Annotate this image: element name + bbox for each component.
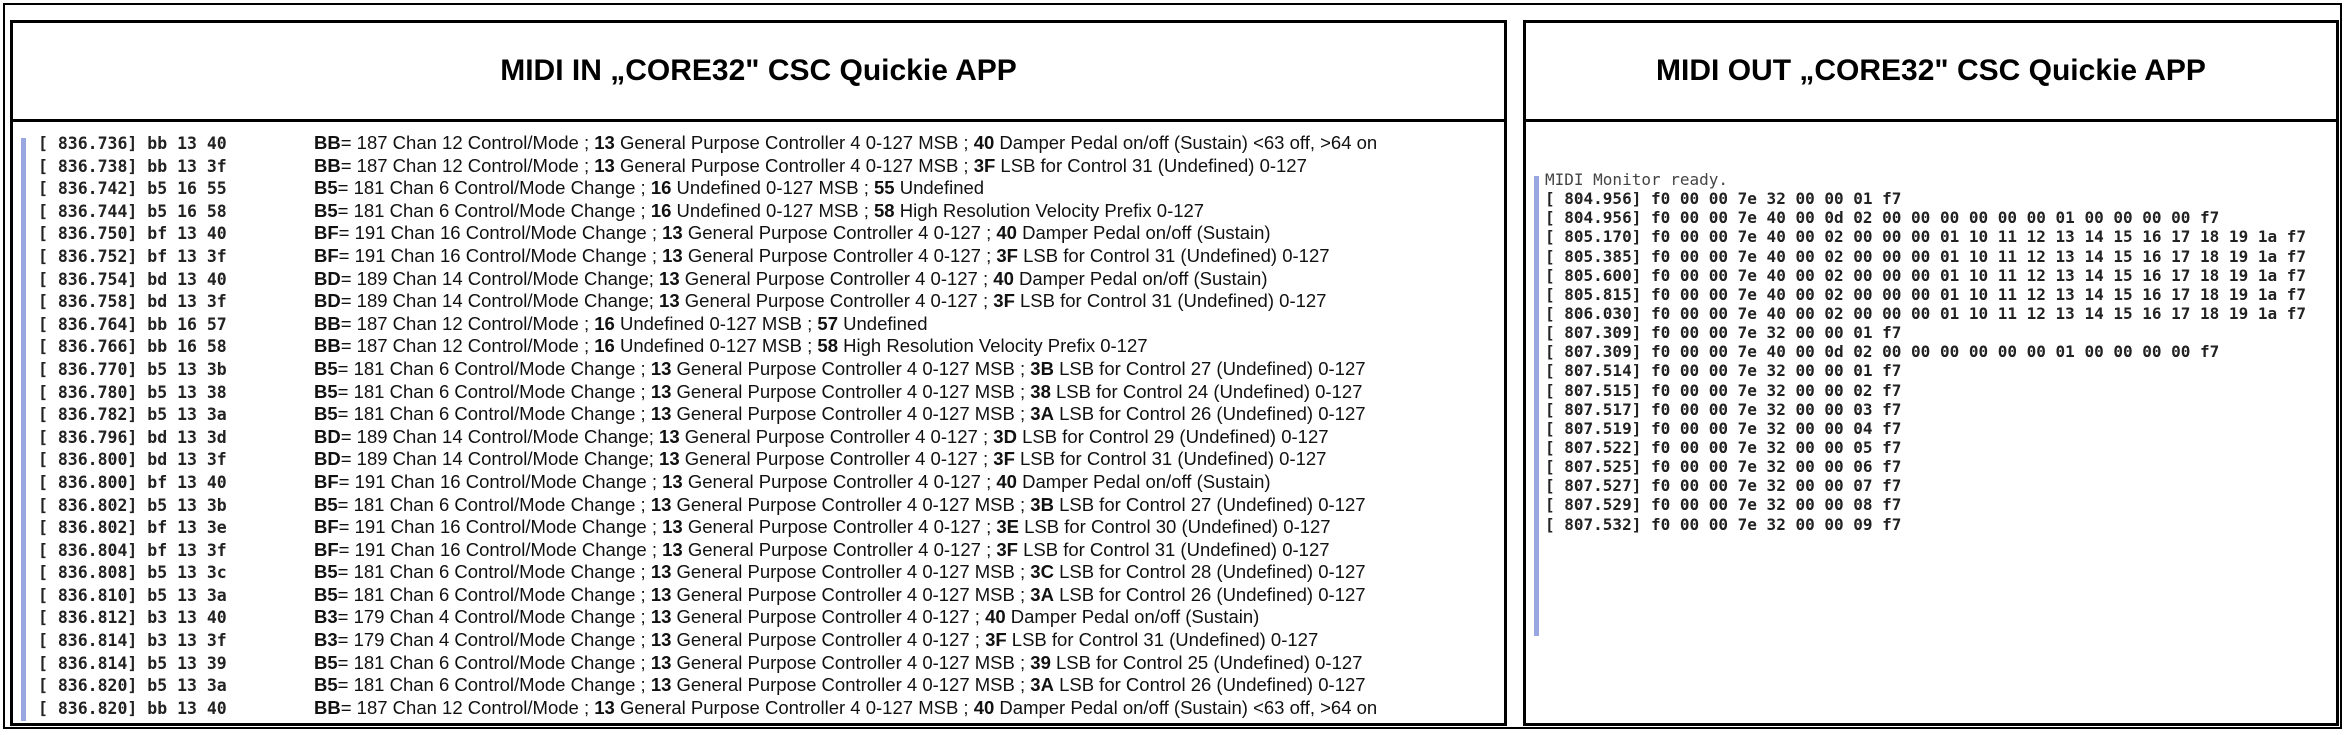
sysex-log-line: [ 807.519] f0 00 00 7e 32 00 00 04 f7: [1545, 418, 1902, 438]
raw-message: [ 836.800] bd 13 3f: [38, 450, 227, 470]
controller-text: General Purpose Controller 4 0-127 ;: [682, 222, 997, 244]
channel-text: = 181 Chan 6 Control/Mode Change ;: [337, 583, 651, 605]
message-decoding: [314, 313, 927, 335]
value-byte: 38: [1030, 380, 1051, 402]
sysex-log-line: [ 807.532] f0 00 00 7e 32 00 00 09 f7: [1545, 514, 1902, 534]
sysex-log-line: [ 807.522] f0 00 00 7e 32 00 00 05 f7: [1545, 437, 1902, 457]
controller-text: Undefined 0-127 MSB ;: [671, 177, 874, 199]
controller-byte: 16: [594, 335, 615, 357]
sysex-log-line: [ 807.527] f0 00 00 7e 32 00 00 07 f7: [1545, 476, 1902, 496]
sysex-log-line: [ 807.514] f0 00 00 7e 32 00 00 01 f7: [1545, 361, 1902, 381]
value-text: LSB for Control 31 (Undefined) 0-127: [1017, 538, 1330, 560]
status-byte: B5: [314, 177, 338, 199]
value-text: Damper Pedal on/off (Sustain): [1005, 606, 1260, 628]
status-byte: BD: [314, 425, 341, 447]
value-text: LSB for Control 25 (Undefined) 0-127: [1050, 651, 1363, 673]
value-byte: 3F: [996, 538, 1018, 560]
status-byte: B5: [314, 674, 338, 696]
value-text: High Resolution Velocity Prefix 0-127: [894, 199, 1205, 221]
value-text: Damper Pedal on/off (Sustain) <63 off, >64 on: [994, 696, 1378, 718]
channel-text: = 187 Chan 12 Control/Mode ;: [340, 335, 595, 357]
controller-byte: 13: [594, 132, 615, 153]
status-byte: B5: [314, 380, 338, 402]
value-text: LSB for Control 28 (Undefined) 0-127: [1053, 561, 1366, 583]
status-byte: BF: [314, 244, 339, 266]
controller-text: General Purpose Controller 4 0-127 MSB ;: [671, 674, 1031, 696]
status-byte: B5: [314, 199, 338, 221]
sysex-log-line: [ 804.956] f0 00 00 7e 32 00 00 01 f7: [1545, 189, 1902, 209]
value-byte: 40: [973, 132, 995, 153]
raw-message: [ 836.810] b5 13 3a: [38, 585, 227, 605]
value-byte: 3F: [973, 154, 996, 176]
value-byte: 3A: [1030, 583, 1054, 605]
controller-byte: 13: [650, 357, 672, 379]
channel-text: = 187 Chan 12 Control/Mode ;: [340, 696, 595, 718]
status-byte: BB: [314, 696, 341, 718]
controller-text: General Purpose Controller 4 0-127 ;: [679, 290, 994, 312]
controller-text: Undefined 0-127 MSB ;: [671, 199, 874, 221]
message-decoding: [314, 629, 1318, 651]
value-text: LSB for Control 29 (Undefined) 0-127: [1016, 425, 1329, 447]
log-gutter-bar: [1534, 176, 1539, 636]
value-byte: 3A: [1030, 403, 1054, 425]
channel-text: = 191 Chan 16 Control/Mode Change ;: [338, 470, 663, 492]
raw-message: [ 836.820] bb 13 40: [38, 698, 227, 718]
value-text: Undefined: [838, 312, 928, 334]
value-byte: 40: [996, 222, 1017, 244]
message-decoding: [314, 606, 1259, 628]
raw-message: [ 836.766] bb 16 58: [38, 337, 227, 357]
message-decoding: [314, 494, 1366, 516]
channel-text: = 189 Chan 14 Control/Mode Change;: [340, 448, 660, 470]
value-byte: 39: [1030, 651, 1051, 673]
status-byte: BB: [314, 154, 341, 176]
midi-in-title: MIDI IN „CORE32" CSC Quickie APP: [13, 23, 1504, 122]
controller-byte: 13: [659, 267, 680, 289]
channel-text: = 187 Chan 12 Control/Mode ;: [340, 312, 595, 334]
raw-message: [ 836.782] b5 13 3a: [38, 405, 227, 425]
controller-byte: 13: [662, 222, 683, 244]
midi-out-log-area[interactable]: [1526, 122, 2336, 723]
raw-message: [ 836.750] bf 13 40: [38, 224, 227, 244]
status-byte: BF: [314, 222, 339, 244]
status-byte: B3: [314, 606, 338, 628]
raw-message: [ 836.758] bd 13 3f: [38, 292, 227, 312]
status-byte: B5: [314, 493, 338, 515]
sysex-log-line: [ 807.515] f0 00 00 7e 32 00 00 02 f7: [1545, 380, 1902, 400]
status-byte: BF: [314, 470, 339, 492]
controller-byte: 13: [650, 561, 672, 583]
controller-text: General Purpose Controller 4 0-127 MSB ;: [671, 583, 1031, 605]
value-text: High Resolution Velocity Prefix 0-127: [838, 335, 1148, 357]
midi-in-panel: [10, 20, 1507, 726]
midi-out-log: [1545, 170, 2306, 534]
value-byte: 3E: [996, 516, 1019, 538]
message-decoding: [314, 290, 1326, 312]
controller-byte: 13: [650, 651, 672, 673]
status-byte: BB: [314, 312, 341, 334]
value-text: LSB for Control 26 (Undefined) 0-127: [1053, 583, 1366, 605]
controller-byte: 16: [650, 199, 672, 221]
status-byte: B5: [314, 651, 338, 673]
sysex-log-line: [ 807.309] f0 00 00 7e 32 00 00 01 f7: [1545, 323, 1902, 343]
raw-message: [ 836.736] bb 13 40: [38, 134, 227, 153]
sysex-log-line: [ 805.600] f0 00 00 7e 40 00 02 00 00 00 01 10 11 12 13 14 15 16 17 18 19 1a f7: [1545, 265, 2306, 285]
status-byte: BD: [314, 290, 341, 312]
status-byte: BB: [314, 132, 341, 153]
value-text: LSB for Control 26 (Undefined) 0-127: [1053, 674, 1366, 696]
message-decoding: [314, 358, 1366, 380]
channel-text: = 181 Chan 6 Control/Mode Change ;: [337, 380, 651, 402]
controller-byte: 13: [650, 403, 672, 425]
message-decoding: [314, 200, 1204, 222]
message-decoding: [314, 222, 1271, 244]
raw-message: [ 836.754] bd 13 40: [38, 269, 227, 289]
message-decoding: [314, 381, 1362, 403]
controller-byte: 13: [650, 674, 672, 696]
controller-text: General Purpose Controller 4 0-127 MSB ;: [614, 696, 974, 718]
channel-text: = 191 Chan 16 Control/Mode Change ;: [338, 244, 663, 266]
log-gutter-bar: [21, 138, 26, 721]
raw-message: [ 836.814] b5 13 39: [38, 653, 227, 673]
controller-byte: 13: [662, 516, 683, 538]
value-text: Damper Pedal on/off (Sustain): [1013, 267, 1268, 289]
sysex-log-line: [ 806.030] f0 00 00 7e 40 00 02 00 00 00 01 10 11 12 13 14 15 16 17 18 19 1a f7: [1545, 303, 2306, 323]
controller-byte: 13: [650, 606, 672, 628]
sysex-log-line: [ 804.956] f0 00 00 7e 40 00 0d 02 00 00 00 00 00 00 01 00 00 00 00 f7: [1545, 208, 2220, 228]
controller-byte: 16: [594, 312, 615, 334]
value-byte: 3F: [985, 629, 1007, 651]
controller-text: General Purpose Controller 4 0-127 ;: [682, 244, 997, 266]
channel-text: = 189 Chan 14 Control/Mode Change;: [340, 267, 660, 289]
value-text: LSB for Control 31 (Undefined) 0-127: [1014, 290, 1327, 312]
value-byte: 40: [985, 606, 1006, 628]
value-byte: 57: [817, 312, 838, 334]
controller-byte: 13: [662, 470, 683, 492]
channel-text: = 191 Chan 16 Control/Mode Change ;: [338, 538, 663, 560]
raw-message: [ 836.752] bf 13 3f: [38, 246, 227, 266]
raw-message: [ 836.802] b5 13 3b: [38, 495, 227, 515]
raw-message: [ 836.780] b5 13 38: [38, 382, 227, 402]
controller-text: General Purpose Controller 4 0-127 ;: [679, 267, 994, 289]
raw-message: [ 836.744] b5 16 58: [38, 201, 227, 221]
controller-byte: 13: [650, 629, 672, 651]
raw-message: [ 836.804] bf 13 3f: [38, 540, 227, 560]
raw-message: [ 836.796] bd 13 3d: [38, 427, 227, 447]
sysex-log-line: [ 807.525] f0 00 00 7e 32 00 00 06 f7: [1545, 457, 1902, 477]
midi-out-panel: [1523, 20, 2339, 726]
channel-text: = 181 Chan 6 Control/Mode Change ;: [337, 357, 651, 379]
channel-text: = 191 Chan 16 Control/Mode Change ;: [338, 222, 663, 244]
message-decoding: [314, 697, 1377, 719]
controller-text: General Purpose Controller 4 0-127 MSB ;: [671, 357, 1031, 379]
value-text: LSB for Control 31 (Undefined) 0-127: [995, 154, 1307, 176]
controller-text: General Purpose Controller 4 0-127 MSB ;: [614, 154, 974, 176]
value-text: LSB for Control 31 (Undefined) 0-127: [1014, 448, 1327, 470]
message-decoding: [314, 584, 1366, 606]
controller-byte: 13: [594, 696, 615, 718]
message-decoding: [314, 516, 1331, 538]
controller-byte: 13: [650, 583, 672, 605]
channel-text: = 187 Chan 12 Control/Mode ;: [340, 154, 595, 176]
controller-text: General Purpose Controller 4 0-127 ;: [671, 629, 986, 651]
value-text: LSB for Control 24 (Undefined) 0-127: [1050, 380, 1363, 402]
message-decoding: [314, 403, 1366, 425]
value-byte: 3F: [993, 448, 1015, 470]
raw-message: [ 836.742] b5 16 55: [38, 179, 227, 199]
channel-text: = 187 Chan 12 Control/Mode ;: [340, 132, 595, 153]
message-decoding: [314, 448, 1326, 470]
channel-text: = 181 Chan 6 Control/Mode Change ;: [337, 403, 651, 425]
value-text: LSB for Control 31 (Undefined) 0-127: [1017, 244, 1330, 266]
raw-message: [ 836.738] bb 13 3f: [38, 156, 227, 176]
raw-message: [ 836.764] bb 16 57: [38, 314, 227, 334]
raw-message: [ 836.770] b5 13 3b: [38, 359, 227, 379]
status-byte: B5: [314, 583, 338, 605]
channel-text: = 181 Chan 6 Control/Mode Change ;: [337, 493, 651, 515]
controller-text: Undefined 0-127 MSB ;: [614, 312, 818, 334]
value-byte: 58: [817, 335, 838, 357]
raw-message: [ 836.820] b5 13 3a: [38, 676, 227, 696]
status-byte: BB: [314, 335, 341, 357]
value-byte: 3F: [996, 244, 1018, 266]
controller-byte: 13: [662, 538, 683, 560]
raw-message: [ 836.812] b3 13 40: [38, 608, 227, 628]
value-text: Undefined: [894, 177, 985, 199]
message-decoding: [314, 426, 1329, 448]
status-byte: BF: [314, 538, 339, 560]
value-byte: 3B: [1030, 493, 1054, 515]
controller-text: General Purpose Controller 4 0-127 ;: [679, 448, 994, 470]
value-byte: 40: [973, 696, 995, 718]
controller-text: General Purpose Controller 4 0-127 MSB ;: [614, 132, 974, 153]
status-byte: BD: [314, 267, 341, 289]
message-decoding: [314, 652, 1362, 674]
sysex-log-line: [ 805.815] f0 00 00 7e 40 00 02 00 00 00 01 10 11 12 13 14 15 16 17 18 19 1a f7: [1545, 284, 2306, 304]
value-byte: 58: [874, 199, 895, 221]
status-byte: B5: [314, 561, 338, 583]
controller-text: General Purpose Controller 4 0-127 ;: [679, 425, 994, 447]
status-byte: BF: [314, 516, 339, 538]
value-byte: 3B: [1030, 357, 1054, 379]
channel-text: = 181 Chan 6 Control/Mode Change ;: [337, 651, 651, 673]
controller-byte: 13: [662, 244, 683, 266]
channel-text: = 181 Chan 6 Control/Mode Change ;: [337, 561, 651, 583]
controller-text: Undefined 0-127 MSB ;: [614, 335, 818, 357]
controller-text: General Purpose Controller 4 0-127 ;: [682, 538, 997, 560]
figure-frame: [3, 3, 2342, 729]
value-text: LSB for Control 26 (Undefined) 0-127: [1053, 403, 1366, 425]
controller-text: General Purpose Controller 4 0-127 ;: [682, 516, 997, 538]
controller-byte: 13: [650, 380, 672, 402]
value-byte: 3A: [1030, 674, 1054, 696]
controller-byte: 16: [650, 177, 672, 199]
sysex-log-line: [ 807.517] f0 00 00 7e 32 00 00 03 f7: [1545, 399, 1902, 419]
message-decoding: [314, 268, 1268, 290]
value-byte: 3F: [993, 290, 1015, 312]
sysex-log-line: [ 807.309] f0 00 00 7e 40 00 0d 02 00 00 00 00 00 00 01 00 00 00 00 f7: [1545, 342, 2220, 362]
message-decoding: [314, 155, 1307, 177]
sysex-log-line: [ 807.529] f0 00 00 7e 32 00 00 08 f7: [1545, 495, 1902, 515]
value-byte: 3D: [993, 425, 1017, 447]
raw-message: [ 836.814] b3 13 3f: [38, 631, 227, 651]
status-byte: B3: [314, 629, 338, 651]
message-decoding: [314, 132, 1377, 154]
status-byte: B5: [314, 357, 338, 379]
midi-out-title: MIDI OUT „CORE32" CSC Quickie APP: [1526, 23, 2336, 122]
controller-text: General Purpose Controller 4 0-127 MSB ;: [671, 493, 1031, 515]
channel-text: = 181 Chan 6 Control/Mode Change ;: [337, 199, 651, 221]
channel-text: = 189 Chan 14 Control/Mode Change;: [340, 425, 660, 447]
controller-byte: 13: [659, 290, 680, 312]
controller-text: General Purpose Controller 4 0-127 ;: [682, 470, 997, 492]
channel-text: = 179 Chan 4 Control/Mode Change ;: [337, 606, 651, 628]
value-text: LSB for Control 27 (Undefined) 0-127: [1053, 493, 1366, 515]
midi-in-log-area[interactable]: [13, 122, 1504, 723]
status-byte: BD: [314, 448, 341, 470]
value-text: Damper Pedal on/off (Sustain) <63 off, >64 on: [994, 132, 1378, 153]
message-decoding: [314, 561, 1366, 583]
channel-text: = 191 Chan 16 Control/Mode Change ;: [338, 516, 663, 538]
controller-byte: 13: [659, 448, 680, 470]
controller-text: General Purpose Controller 4 0-127 MSB ;: [671, 561, 1031, 583]
status-byte: B5: [314, 403, 338, 425]
value-byte: 40: [996, 470, 1017, 492]
controller-text: General Purpose Controller 4 0-127 MSB ;: [671, 403, 1031, 425]
value-text: Damper Pedal on/off (Sustain): [1016, 222, 1271, 244]
value-byte: 55: [874, 177, 895, 199]
controller-byte: 13: [650, 493, 672, 515]
message-decoding: [314, 674, 1366, 696]
monitor-status-text: MIDI Monitor ready.: [1545, 170, 1729, 189]
raw-message: [ 836.802] bf 13 3e: [38, 518, 227, 538]
sysex-log-line: [ 805.385] f0 00 00 7e 40 00 02 00 00 00 01 10 11 12 13 14 15 16 17 18 19 1a f7: [1545, 246, 2306, 266]
controller-byte: 13: [594, 154, 615, 176]
value-text: LSB for Control 31 (Undefined) 0-127: [1006, 629, 1319, 651]
message-decoding: [314, 245, 1330, 267]
value-byte: 3C: [1030, 561, 1054, 583]
raw-message: [ 836.808] b5 13 3c: [38, 563, 227, 583]
value-text: Damper Pedal on/off (Sustain): [1016, 470, 1271, 492]
value-text: LSB for Control 30 (Undefined) 0-127: [1019, 516, 1331, 538]
message-decoding: [314, 335, 1148, 357]
channel-text: = 181 Chan 6 Control/Mode Change ;: [337, 674, 651, 696]
value-text: LSB for Control 27 (Undefined) 0-127: [1053, 357, 1366, 379]
controller-text: General Purpose Controller 4 0-127 MSB ;: [671, 651, 1031, 673]
channel-text: = 179 Chan 4 Control/Mode Change ;: [337, 629, 651, 651]
message-decoding: [314, 177, 984, 199]
sysex-log-line: [ 805.170] f0 00 00 7e 40 00 02 00 00 00 01 10 11 12 13 14 15 16 17 18 19 1a f7: [1545, 227, 2306, 247]
raw-message: [ 836.800] bf 13 40: [38, 472, 227, 492]
channel-text: = 189 Chan 14 Control/Mode Change;: [340, 290, 660, 312]
value-byte: 40: [993, 267, 1014, 289]
controller-byte: 13: [659, 425, 680, 447]
controller-text: General Purpose Controller 4 0-127 ;: [671, 606, 986, 628]
controller-text: General Purpose Controller 4 0-127 MSB ;: [671, 380, 1031, 402]
channel-text: = 181 Chan 6 Control/Mode Change ;: [337, 177, 651, 199]
message-decoding: [314, 471, 1271, 493]
message-decoding: [314, 539, 1330, 561]
